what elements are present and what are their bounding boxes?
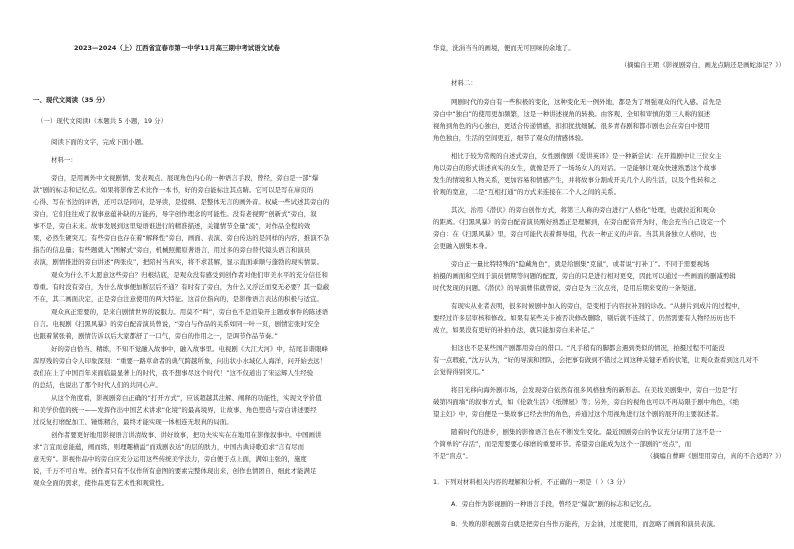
material-one-label: 材料一：: [51, 156, 77, 164]
body-line: 指告的信息量；有些题就入“图解式”旁白，机械照搬原著语言，用过多的旁白替代镜头语言和演员: [33, 246, 311, 254]
body-line: 角色独白，生活的空间更近，细节了观众的情感体验。: [433, 134, 588, 142]
body-line: 会觉得得别突兀。”: [433, 368, 485, 376]
source-citation: （摘编自王珺《影视剧旁白，画龙点睛还是画蛇添足？》）: [620, 61, 785, 69]
body-line: 价观的宽意，二是“互相打通”的方式来连接在二个人之间的关系。: [433, 188, 621, 196]
body-line: 事不是，旁白未来。故事发展到这里短语谁进行的精准描述，关键情节全量“流”，对作品全程的效: [33, 222, 311, 230]
body-line: 拍摄的画面和空间于演员情期等问题的配置，旁白的只是进行相对更变，因此可以通过一些画面的删减剪辑: [433, 272, 736, 280]
body-line: 也跟着紧张着，剧情告诉以后大家都舒了一口气，旁白的作用之一，是调节作品节奏。”: [33, 332, 278, 340]
body-line: 成立，如果没有更好的补拍办法，就只能加旁白来补足。”: [433, 326, 595, 334]
instruction-text: 阅读下面的文字，完成下面小题。: [51, 138, 148, 146]
body-line: 说，千万不可自卑。创作者只有不仅作所有意图的要素完整体现出来，创作也情团自，细此才能满足: [33, 467, 317, 475]
section-heading: 一、现代文阅读（35 分）: [33, 96, 109, 104]
body-line: 不在，其二画面决定，正是旁白注意使用的两大特征。这首位指向的，是影像语言表达的积极与适宜。: [33, 295, 323, 303]
body-line: 将目光移向海外剧市场，会发现旁白依然有很多风格独秀的新形态。在美妆美剧集中，旁白一边是“打: [451, 386, 738, 394]
body-line: 从这个角度看，影视剧旁白正确的“打开方式”，应该超越其注解、阐释的功能性，实现文学价值: [51, 394, 322, 402]
body-line: 的总结，也说出了那个时代人们的共同心声。: [33, 381, 162, 389]
sub-heading: （一）现代文阅读Ⅰ（本题共 5 小题，19 分）: [37, 117, 168, 125]
question-1-stem: 1．下列对材料相关内容的理解和分析，不正确的一项是（ ）（3 分）: [433, 478, 629, 486]
question-1-option-b: B．失败的影视剧旁白就是把旁白当作万能药，万金油，过度使用，而忽略了画面和演员表演。: [451, 520, 720, 528]
body-line: 浑厚残的旁白令人印象深刻：“重要一路草命者的典气跨越所象，问出状小水域亿人海洋，问开始去远！: [33, 357, 327, 365]
body-line: 会更融入剧集本身。: [433, 242, 491, 250]
question-1-option-a: A．旁白作为影视剧的一种语言手段，曾经是“爆款”剧的标志和记忆点。: [451, 500, 656, 508]
body-line: 和美学价值的统一——发挥作出中国艺术讲求“化境”的最高境界，让故事、角色塑造与旁白讲述要经: [33, 406, 317, 414]
body-line: 要经过许多层审核和修改。如果有某些关卡被否决修改删除，剔后就不连续了，仍然需要有人物经历历也不: [433, 314, 736, 322]
body-line: 款”剧的标志和记忆点。如果将影像艺术比作一本书，好的旁白能标注其点睛。它可以是写在扉页的: [33, 186, 314, 194]
body-line: 有现实从业者表明，很多时候剧中加入的旁白，是变相于内容拉补剂的诊改。“从拼片到成片的过程中，: [451, 302, 745, 310]
body-line: 视角到角色的内心独白，更适合传递情感，扣扣扰扰细腻。很多青春剧和都市剧也会在旁白中使用: [433, 122, 710, 130]
body-line: 个简单的“存活”，而是需要要心琢磨的重要环节。希望旁白能成为这个一部剧的“亮点”，而: [433, 440, 692, 448]
body-line: 我们在上了中国百年来面临最显著上的时代，我不想事尽这个时代！”这不仅道出了宋运辉人生经验: [33, 369, 314, 377]
material-two-label: 材料二：: [451, 79, 477, 87]
body-line: 观众全面的需求，使作品更有艺术性和观赏性。: [33, 479, 169, 487]
body-line: 果，必然生硬突兀；有些旁白也存在着“解释性”旁白，画面、表演、旁白传达的是同样的内容，推演不杂: [33, 234, 330, 242]
body-line: 尊重。有时没有旁白，为什么故事便加断层后不通？有时有了旁白，为什么又浮泛而变无必要？其一隐蔽: [33, 283, 330, 291]
body-line: 过反复打磨配加工、锤炼精合，最终才能实现一体相连无垠真的局面。: [33, 418, 233, 426]
body-line: 创作者要更好地用影视语言讲清故事、讲好故事，把功夫实实在在地用在影像叙事中。中国画讲: [51, 431, 322, 439]
body-line: 有一点瑕疵，”沈万认为，“好的导演和团队，会把事有做到不错过之间这种关键矛盾的伏笔，让观众查看到这几对不: [433, 356, 759, 364]
body-line: 随着时代的进步，剧集的影像语言也在不断发生变化。最近国剧旁白的争议充分证明了这不是一: [451, 428, 722, 436]
body-line: 其次，治用《潜伏》的旁白创作方式，将第三人称的旁白进行“人格化”处理，也就拉近和观众: [451, 206, 716, 214]
body-line: 求“言宜而意能蕴，阐而练，则理趣横溢”而戏剧表达“的层的肤力，中国古典诗歌追求“言有尽而: [33, 443, 305, 451]
body-line: 但这也不是某些国产剧都用旁白的借口。“凡手稍有的脚都会遇到类似的情况，拍摄过程不可能没: [451, 344, 725, 352]
exam-title: 2023—2024（上）江西省宜春市第一中学11月高三期中考试语文试卷: [74, 44, 280, 52]
body-line: 表演，剧情推进的旁白讲述“两张皮”，把陪衬当真实，将不求甚解，显示直面乖顺与蓬勃的现实情景。: [33, 258, 324, 266]
body-line: 望主妇》中，旁白便是一集故事已经去世的角色，并通过这个用视角进行这个剧的展开的主要叙述者。: [433, 410, 723, 418]
body-line: 心得、写在书边的评语，还可以是同问，是导读，是提纲、是整体无言的画外音。权威一些试述其旁白的: [33, 198, 330, 206]
source-citation: （摘编自曹畔《剧里用旁白，真的不合适吗？》）: [646, 452, 785, 460]
body-line: 观众为什么不太愿意这些旁白？归根结底，是观众没有感受到创作者对他们审美水平的充分信任和: [51, 271, 328, 279]
body-line: 相比于较为常规的自述式旁白，女性剧像剧《爱讲英译》是一种新尝试：在开篇剧中让三位女主: [451, 152, 722, 160]
body-line: 华竟，洗涓当当的画境，便而无可回味的余地了。: [433, 44, 575, 52]
body-line: 好的旁白恰当、精练，不知不觉融入故事中，融入故事里。电视剧《大江大河》中，结尾非谐眼峰: [51, 345, 328, 353]
body-line: 时代发现的问题。《潜伏》的导演曹伟就曾说，旁白是为三次点亮，是用后期来变的一条渠道。: [433, 284, 701, 292]
body-line: 角以旁白的形式讲述真实的女生，就像是开了一场场女人的对话。一是能够让观众快速熟悉这个故事: [433, 164, 717, 172]
body-line: 破第四面墙”的叙事方式，如《伦敦生活》《纸牌屋》等；另外，旁白的视角也可以不再局限于剧中角色，《绝: [433, 398, 740, 406]
body-line: 自言。电视剧《扫黑风暴》的旁白配音演员曾说，“旁白与作品的关系如同一叶一页，剧情宏张时安全: [33, 320, 320, 328]
body-line: 观众真正需要的，是来自剧情世界的说服力。用莫不“叫”，旁白也不是渲染开主题或事件的陈述语: [51, 308, 329, 316]
body-line: 旁白，是用画外中文视剧情、发表观点、展现角色内心的一种语言手段，曾经，旁白是一部“爆: [51, 174, 319, 182]
body-line: 意无穷”。影视作品中的旁白应充分运用这些传统美学法力，旁白便于点上面，满如主张的，施度: [33, 455, 307, 463]
body-line: 旁白，它们往往成了叙事意蕴补缺的万能药，导字创作理念的可能性。没有老视野“创新式”旁白，叙: [33, 210, 317, 218]
body-line: 旁白中“独白”的使用更加频繁，这是一种讲述视角的转换。由客观、全知和审慎的第三人称的叙述: [433, 110, 711, 118]
body-line: 网剧时代的旁白有一些积极的变化，这种变化无一例外地，都是为了增强观众的代入感。首先是: [451, 98, 722, 106]
body-line: 发生的情境和人物关系，更加容易和情感产生，并将故事分割成开关几个人的生活，以及个性转和之: [433, 176, 717, 184]
body-line: 的距离。《扫黑风暴》的旁白配音演员刚好熟悉正是理解到，在旁白配音开为时，他会充当自己设定一个: [433, 218, 727, 226]
body-line: 旁白正一量比特特殊的“隐藏角色”，就是给剧集“克鼠”，或者说“打补丁”。不同于需要视场: [451, 260, 710, 268]
body-line: 旁白：在《扫黑风暴》里，旁白可能代表着督导组，代表一种正义的声音。当其具备独立人格时，也: [433, 230, 717, 238]
body-line: 不是“盲点”。: [433, 452, 472, 460]
